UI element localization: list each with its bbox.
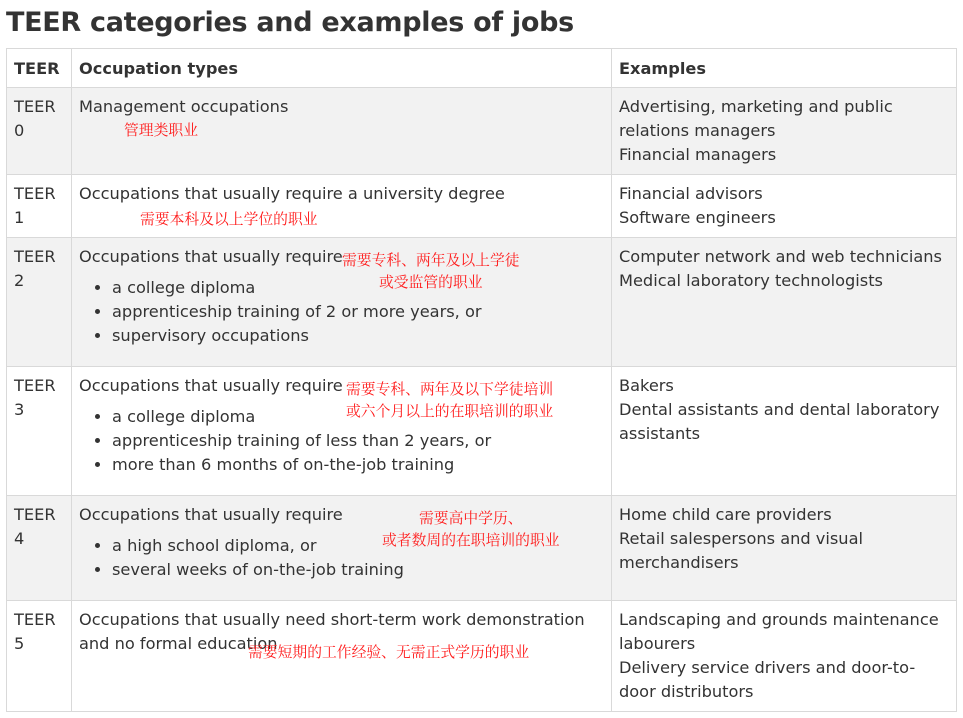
annotation-note: 需要专科、两年及以下学徒培训 或六个月以上的在职培训的职业 — [346, 381, 554, 420]
example-item: Retail salespersons and visual merchandisers — [619, 529, 863, 572]
teer-cell: TEER 1 — [7, 175, 72, 238]
list-item: • more than 6 months of on-the-job training — [112, 453, 604, 477]
occupation-cell — [72, 367, 612, 496]
example-item: Computer network and web technicians — [619, 247, 942, 266]
example-item: Software engineers — [619, 208, 776, 227]
examples-cell — [612, 496, 957, 601]
example-item: Bakers — [619, 376, 674, 395]
occupation-cell — [72, 496, 612, 601]
examples-cell — [612, 88, 957, 175]
occupation-cell — [72, 601, 612, 712]
example-item: Delivery service drivers and door-to-door distributors — [619, 658, 916, 701]
occupation-text: Occupations that usually require a university degree — [79, 184, 505, 203]
occupation-text: Occupations that usually require — [79, 505, 343, 524]
occupation-text: Management occupations — [79, 97, 289, 116]
teer-cell: TEER 5 — [7, 601, 72, 712]
header-teer: TEER — [7, 49, 72, 88]
teer-cell: TEER 3 — [7, 367, 72, 496]
list-item: • supervisory occupations — [112, 324, 604, 348]
occupation-cell — [72, 88, 612, 175]
example-item: Financial managers — [619, 145, 777, 164]
table-row-teer-0 — [7, 88, 957, 175]
teer-table — [6, 48, 957, 712]
table-row-teer-2 — [7, 238, 957, 367]
annotation-note: 需要高中学历、 或者数周的在职培训的职业 — [382, 510, 560, 549]
annotation-note: 需要短期的工作经验、无需正式学历的职业 — [248, 644, 530, 661]
annotation-note: 需要专科、两年及以上学徒 或受监管的职业 — [342, 252, 520, 291]
examples-cell — [612, 601, 957, 712]
header-occupation-types: Occupation types — [72, 49, 612, 88]
example-item: Financial advisors — [619, 184, 763, 203]
list-item: • several weeks of on-the-job training — [112, 558, 604, 582]
teer-cell: TEER 2 — [7, 238, 72, 367]
example-item: Landscaping and grounds maintenance labourers — [619, 610, 939, 653]
list-item: • a high school diploma, or — [112, 534, 604, 558]
list-item: • apprenticeship training of less than 2 years, or — [112, 429, 604, 453]
occupation-cell — [72, 175, 612, 238]
example-item: Dental assistants and dental laboratory assistants — [619, 400, 940, 443]
example-item: Home child care providers — [619, 505, 832, 524]
header-examples: Examples — [612, 49, 957, 88]
list-item: • a college diploma — [112, 405, 604, 429]
table-row-teer-5 — [7, 601, 957, 712]
annotation-note: 需要本科及以上学位的职业 — [140, 211, 318, 228]
table-row-teer-3 — [7, 367, 957, 496]
examples-cell — [612, 367, 957, 496]
examples-cell — [612, 238, 957, 367]
table-row-teer-4 — [7, 496, 957, 601]
annotation-note: 管理类职业 — [124, 122, 198, 139]
list-item: • apprenticeship training of 2 or more years, or — [112, 300, 604, 324]
teer-cell: TEER 0 — [7, 88, 72, 175]
occupation-cell — [72, 238, 612, 367]
table-row-teer-1 — [7, 175, 957, 238]
examples-cell — [612, 175, 957, 238]
list-item: • a college diploma — [112, 276, 604, 300]
example-item: Advertising, marketing and public relations managers — [619, 97, 893, 140]
occupation-text: Occupations that usually require — [79, 376, 343, 395]
example-item: Medical laboratory technologists — [619, 271, 883, 290]
table-header-row — [7, 49, 957, 88]
page-title: TEER categories and examples of jobs — [6, 7, 574, 38]
teer-cell: TEER 4 — [7, 496, 72, 601]
occupation-text: Occupations that usually need short-term work demonstration and no formal education — [79, 610, 585, 653]
occupation-text: Occupations that usually require — [79, 247, 343, 266]
